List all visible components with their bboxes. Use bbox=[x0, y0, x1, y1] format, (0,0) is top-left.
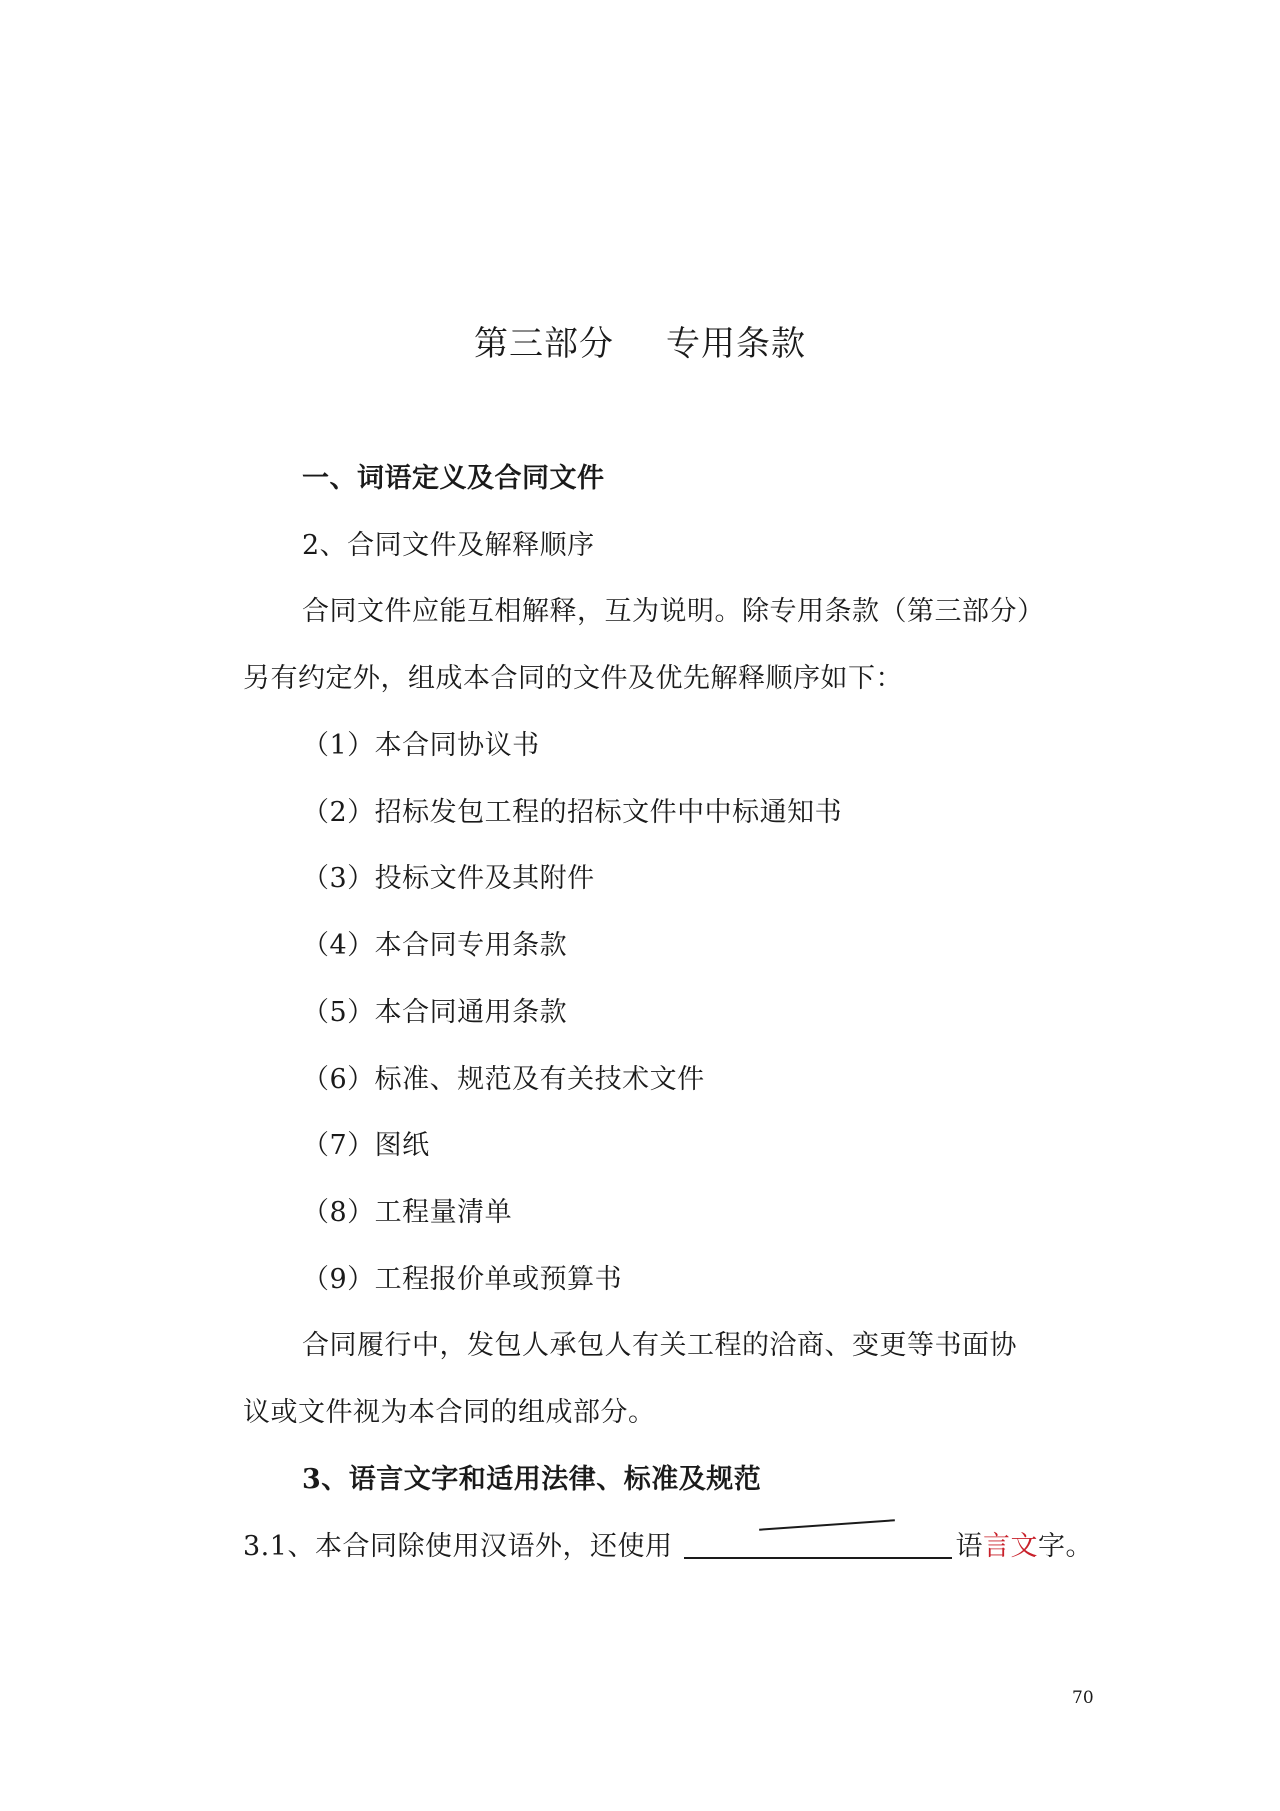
page-number: 70 bbox=[1072, 1688, 1094, 1708]
list-item: （8）工程量清单 bbox=[302, 1197, 513, 1228]
paragraph-line: 合同履行中，发包人承包人有关工程的洽商、变更等书面协 bbox=[302, 1330, 1017, 1361]
list-item: （1）本合同协议书 bbox=[302, 730, 540, 761]
fill-in-blank[interactable] bbox=[684, 1530, 952, 1559]
clause-3-1 bbox=[243, 1524, 1093, 1563]
clause-3-1-suffix-red: 言文 bbox=[982, 1531, 1038, 1562]
list-item: （5）本合同通用条款 bbox=[302, 997, 568, 1028]
list-item: （3）投标文件及其附件 bbox=[302, 863, 595, 894]
title-part: 第三部分 bbox=[474, 324, 614, 364]
handwritten-stroke bbox=[760, 1519, 896, 1530]
clause-3-1-prefix: 3.1、本合同除使用汉语外，还使用 bbox=[243, 1531, 673, 1562]
list-item: （7）图纸 bbox=[302, 1130, 430, 1161]
list-item: （2）招标发包工程的招标文件中中标通知书 bbox=[302, 797, 843, 828]
clause-3-1-suffix-end: 字。 bbox=[1037, 1531, 1093, 1562]
paragraph-line: 另有约定外，组成本合同的文件及优先解释顺序如下： bbox=[243, 663, 903, 694]
list-item: （9）工程报价单或预算书 bbox=[302, 1264, 623, 1295]
clause-heading: 2、合同文件及解释顺序 bbox=[302, 530, 595, 561]
clause-heading: 3、语言文字和适用法律、标准及规范 bbox=[302, 1464, 762, 1495]
list-item: （6）标准、规范及有关技术文件 bbox=[302, 1064, 705, 1095]
section-heading: 一、词语定义及合同文件 bbox=[302, 463, 605, 494]
page-title bbox=[0, 316, 1280, 365]
paragraph-line: 议或文件视为本合同的组成部分。 bbox=[243, 1397, 656, 1428]
list-item: （4）本合同专用条款 bbox=[302, 930, 568, 961]
title-name: 专用条款 bbox=[666, 324, 806, 364]
clause-3-1-suffix-start: 语 bbox=[955, 1531, 983, 1562]
paragraph-line: 合同文件应能互相解释，互为说明。除专用条款（第三部分） bbox=[302, 596, 1045, 627]
